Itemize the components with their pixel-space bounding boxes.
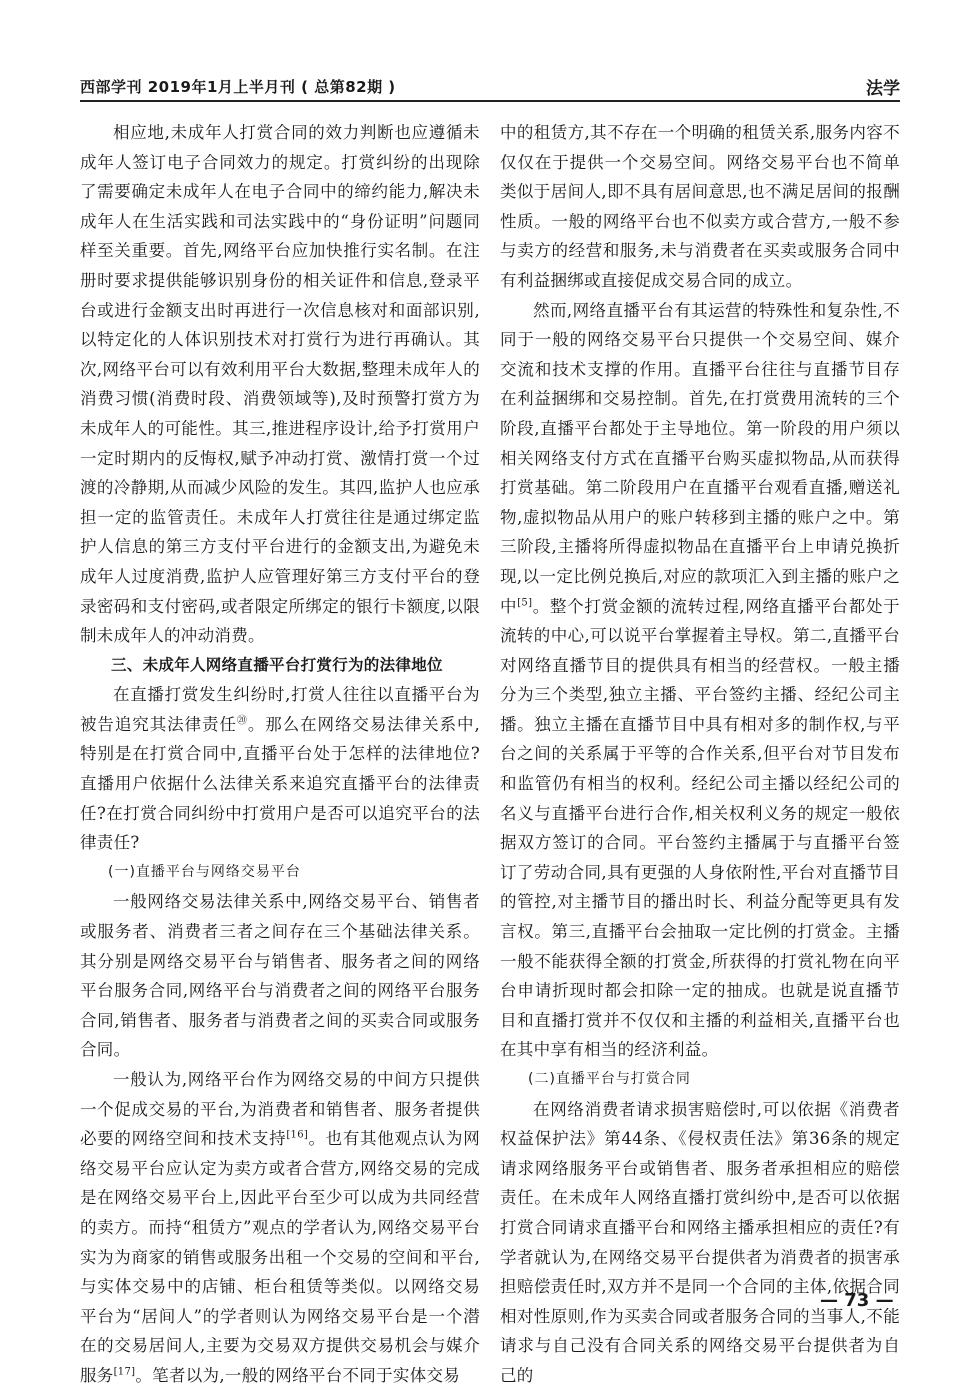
- paragraph-text: 。也有其他观点认为网络交易平台应认定为卖方或者合营方,网络交易的完成是在网络交易平台上,因此平台至少可以成为共同经营的卖方。而持“租赁方”观点的学者认为,网络交易平台实为为商家的销售或服务出租一个交易的空间和平台,与实体交易中的店铺、柜台租赁等类似。以网络交易平台为“居间人”的学者则认为网络交易平台是一个潜在的交易居间人,主要为交易双方提供交易机会与媒介服务: [80, 1129, 480, 1385]
- paragraph: [500, 296, 900, 1065]
- paragraph: 相应地,未成年人打赏合同的效力判断也应遵循未成年人签订电子合同效力的规定。打赏纠纷的出现除了需要确定未成年人在电子合同中的缔约能力,解决未成年人在生活实践和司法实践中的“身份证明”问题同样至关重要。首先,网络平台应加快推行实名制。在注册时要求提供能够识别身份的相关证件和信息,登录平台或进行金额支出时再进行一次信息核对和面部识别,以特定化的人体识别技术对打赏行为进行再确认。其次,网络平台可以有效利用平台大数据,整理未成年人的消费习惯(消费时段、消费领域等),及时预警打赏方为未成年人的可能性。其三,推进程序设计,给予打赏用户一定时期内的反悔权,赋予冲动打赏、激情打赏一个过渡的冷静期,从而减少风险的发生。其四,监护人也应承担一定的监管责任。未成年人打赏往往是通过绑定监护人信息的第三方支付平台进行的金额支出,为避免未成年人过度消费,监护人应管理好第三方支付平台的登录密码和支付密码,或者限定所绑定的银行卡额度,以限制未成年人的冲动消费。: [80, 123, 480, 646]
- running-header: [80, 72, 900, 98]
- paragraph-text: 。那么在网络交易法律关系中,特别是在打赏合同中,直播平台处于怎样的法律地位?直播用户依据什么法律关系来追究直播平台的法律责任?在打赏合同纠纷中打赏用户是否可以追究平台的法律责任?: [80, 714, 480, 853]
- header-rule: [80, 100, 900, 102]
- paragraph-text: 。笔者以为,一般的网络平台不同于实体交易: [135, 1365, 461, 1385]
- citation-ref: [5]: [517, 597, 533, 608]
- right-column: [500, 118, 900, 1391]
- subsection-heading: (二)直播平台与打赏合同: [528, 1071, 691, 1087]
- page-number: — 73 —: [820, 1290, 894, 1311]
- paragraph: [80, 680, 480, 858]
- paragraph: 一般网络交易法律关系中,网络交易平台、销售者或服务者、消费者三者之间存在三个基础法律关系。其分别是网络交易平台与销售者、服务者之间的网络平台服务合同,网络平台与消费者之间的网络平台服务合同,销售者、服务者与消费者之间的买卖合同或服务合同。: [80, 892, 480, 1060]
- footnote-ref: ⑳: [236, 715, 248, 727]
- citation-ref: [16]: [286, 1129, 309, 1141]
- paragraph: [80, 1065, 480, 1391]
- journal-title: 西部学刊 2019年1月上半月刊 ( 总第82期 ): [80, 78, 396, 96]
- paragraph-text: 。整个打赏金额的流转过程,网络直播平台都处于流转的中心,可以说平台掌握着主导权。第二,直播平台对网络直播节目的提供具有相当的经营权。一般主播分为三个类型,独立主播、平台签约主播、经纪公司主播。独立主播在直播节目中具有相对多的制作权,与平台之间的关系属于平等的合作关系,但平台对节目发布和监管仍有相当的权利。经纪公司主播以经纪公司的名义与直播平台进行合作,相关权利义务的规定一般依据双方签订的合同。平台签约主播属于与直播平台签订了劳动合同,具有更强的人身依附性,平台对直播节目的管控,对主播节目的播出时长、利益分配等更具有发言权。第三,直播平台会抽取一定比例的打赏金。主播一般不能获得全额的打赏金,所获得的打赏礼物在向平台申请折现时都会扣除一定的抽成。也就是说直播节目和直播打赏并不仅仅和主播的利益相关,直播平台也在其中享有相当的经济利益。: [500, 596, 900, 1060]
- paragraph: 在网络消费者请求损害赔偿时,可以依据《消费者权益保护法》第44条、《侵权责任法》第36条的规定请求网络服务平台或销售者、服务者承担相应的赔偿责任。在未成年人网络直播打赏纠纷中,是否可以依据打赏合同请求直播平台和网络主播承担相应的责任?有学者就认为,在网络交易平台提供者为消费者的损害承担赔偿责任时,双方并不是同一个合同的主体,依据合同相对性原则,作为买卖合同或者服务合同的当事人,不能请求与自己没有合同关系的网络交易平台提供者为自己的: [500, 1099, 900, 1385]
- paragraph-text: 在直播打赏发生纠纷时,打赏人往往以直播平台为被告追究其法律责任: [80, 685, 480, 734]
- citation-ref: [17]: [113, 1366, 136, 1378]
- paragraph: 中的租赁方,其不存在一个明确的租赁关系,服务内容不仅仅在于提供一个交易空间。网络交易平台也不简单类似于居间人,即不具有居间意思,也不满足居间的报酬性质。一般的网络平台也不似卖方或合营方,一般不参与卖方的经营和服务,未与消费者在买卖或服务合同中有利益捆绑或直接促成交易合同的成立。: [500, 123, 900, 290]
- paragraph-text: 一般认为,网络平台作为网络交易的中间方只提供一个促成交易的平台,为消费者和销售者、服务者提供必要的网络空间和技术支持: [80, 1070, 480, 1149]
- section-heading: 三、未成年人网络直播平台打赏行为的法律地位: [111, 655, 443, 674]
- left-column: [80, 118, 480, 1391]
- subsection-heading: (一)直播平台与网络交易平台: [108, 863, 301, 880]
- section-label: 法学: [866, 79, 900, 99]
- paragraph-text: 然而,网络直播平台有其运营的特殊性和复杂性,不同于一般的网络交易平台只提供一个交易空间、媒介交流和技术支撑的作用。直播平台往往与直播节目存在利益捆绑和交易控制。首先,在打赏费用流转的三个阶段,直播平台都处于主导地位。第一阶段的用户须以相关网络支付方式在直播平台购买虚拟物品,从而获得打赏基础。第二阶段用户在直播平台观看直播,赠送礼物,虚拟物品从用户的账户转移到主播的账户之中。第三阶段,主播将所得虚拟物品在直播平台上申请兑换折现,以一定比例兑换后,对应的款项汇入到主播的账户之中: [500, 300, 900, 616]
